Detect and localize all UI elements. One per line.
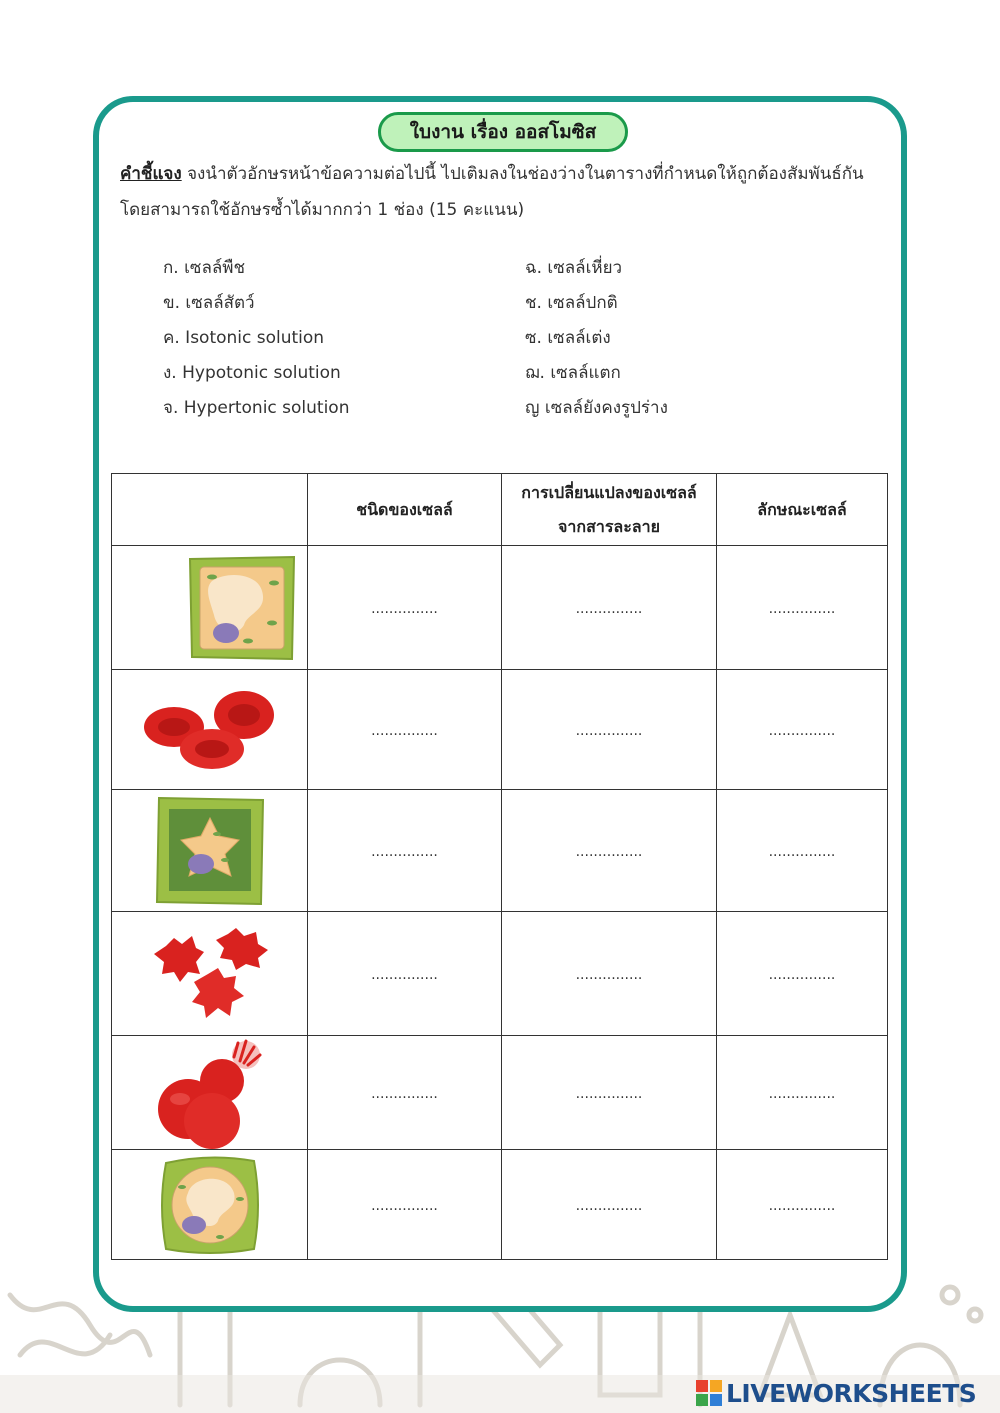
plant-cell-turgid-image [158,1153,262,1257]
header-change [502,474,717,546]
table-row [112,790,888,912]
blank-change[interactable] [502,1150,717,1260]
blank-dots: ............... [575,1198,643,1214]
blank-dots: ............... [768,1198,836,1214]
header-image [112,474,308,546]
blank-dots: ............... [575,1086,643,1102]
blank-appearance[interactable] [717,1150,888,1260]
option-left-2: ข. เซลล์สัตว์ [163,293,255,313]
blank-cell-type[interactable] [308,546,502,670]
option-left-3: ค. Isotonic solution [163,328,325,348]
header-change-line1: การเปลี่ยนแปลงของเซลล์ [521,482,697,502]
instruction-text: จงนำตัวอักษรหน้าข้อความต่อไปนี้ ไปเติมลงในช่องว่างในตารางที่กำหนดให้ถูกต้องสัมพันธ์กัน [181,164,864,184]
blank-appearance[interactable] [717,790,888,912]
blank-dots: ............... [371,967,438,983]
blank-appearance[interactable] [717,912,888,1036]
liveworksheets-logo-icon [696,1380,722,1406]
blank-dots: ............... [768,601,836,617]
worksheet-title: ใบงาน เรื่อง ออสโมซิส [378,112,628,152]
table-header-row [112,474,888,546]
blank-cell-type[interactable] [308,1036,502,1150]
row-image-cell [112,912,308,1036]
table-row [112,546,888,670]
blank-dots: ............... [575,601,643,617]
blank-change[interactable] [502,790,717,912]
answer-table [111,473,888,1260]
row-image-cell [112,546,308,670]
plant-cell-plasmolyzed-image [153,794,267,908]
blank-dots: ............... [371,1086,438,1102]
blank-dots: ............... [768,844,836,860]
instruction-line-2: โดยสามารถใช้อักษรซ้ำได้มากกว่า 1 ช่อง (15 คะแนน) [120,200,525,220]
option-left-4: ง. Hypotonic solution [163,363,341,383]
blank-dots: ............... [371,1198,438,1214]
blank-dots: ............... [768,723,836,739]
blank-change[interactable] [502,912,717,1036]
option-left-5: จ. Hypertonic solution [163,398,350,418]
row-image-cell [112,790,308,912]
table-row [112,1150,888,1260]
instruction-line-1 [120,160,864,187]
blank-appearance[interactable] [717,546,888,670]
red-blood-cells-shriveled-image [148,926,272,1022]
table-row [112,670,888,790]
blank-dots: ............... [371,601,438,617]
row-image-cell [112,1036,308,1150]
blank-change[interactable] [502,1036,717,1150]
blank-change[interactable] [502,670,717,790]
liveworksheets-logo [696,1377,976,1409]
option-right-4: ฌ. เซลล์แตก [525,363,621,383]
header-appearance: ลักษณะเซลล์ [717,474,888,546]
blank-dots: ............... [575,723,643,739]
option-right-1: ฉ. เซลล์เหี่ยว [525,258,623,278]
blank-dots: ............... [371,844,438,860]
blank-cell-type[interactable] [308,912,502,1036]
blank-dots: ............... [575,967,643,983]
option-right-2: ช. เซลล์ปกติ [525,293,618,313]
blank-cell-type[interactable] [308,670,502,790]
option-left-1: ก. เซลล์พืช [163,258,246,278]
instruction-label: คำชี้แจง [120,164,182,184]
blank-dots: ............... [768,1086,836,1102]
header-cell-type: ชนิดของเซลล์ [308,474,502,546]
red-blood-cells-bursting-image [150,1037,270,1149]
blank-cell-type[interactable] [308,1150,502,1260]
row-image-cell [112,1150,308,1260]
option-right-5: ญ เซลล์ยังคงรูปร่าง [525,398,668,418]
option-right-3: ซ. เซลล์เต่ง [525,328,611,348]
red-blood-cells-normal-image [140,685,280,775]
blank-dots: ............... [768,967,836,983]
liveworksheets-logo-text: LIVEWORKSHEETS [726,1378,977,1408]
row-image-cell [112,670,308,790]
plant-cell-normal-image [182,553,302,663]
blank-dots: ............... [371,723,438,739]
blank-dots: ............... [575,844,643,860]
blank-change[interactable] [502,546,717,670]
blank-appearance[interactable] [717,670,888,790]
header-change-line2: จากสารละลาย [558,516,660,536]
table-row [112,912,888,1036]
blank-cell-type[interactable] [308,790,502,912]
blank-appearance[interactable] [717,1036,888,1150]
table-row [112,1036,888,1150]
